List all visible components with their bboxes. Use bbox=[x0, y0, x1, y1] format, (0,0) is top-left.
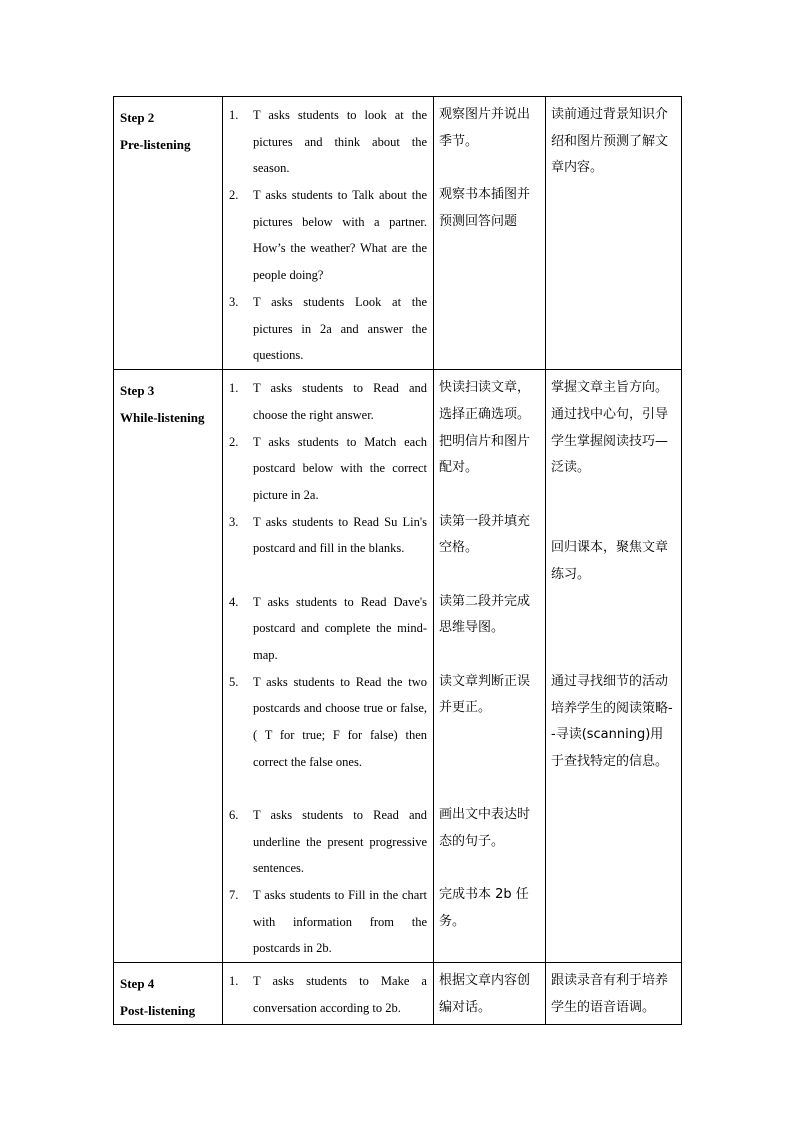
lesson-plan-table bbox=[113, 96, 682, 1025]
task-item bbox=[229, 669, 427, 803]
step-phase: Pre-listening bbox=[120, 137, 191, 152]
activity-text: 观察书本插图并预测回答问题 bbox=[439, 187, 531, 229]
task-number: 1. bbox=[229, 381, 239, 396]
task-item bbox=[229, 375, 427, 428]
task-cell bbox=[223, 963, 434, 1025]
activity-cell bbox=[434, 370, 546, 963]
activity-text: 读第二段并完成思维导图。 bbox=[439, 593, 531, 636]
purpose-text: 通过寻找细节的活动培养学生的阅读策略--寻读(scanning)用于查找特定的信息。 bbox=[551, 673, 673, 769]
activity-text: 观察图片并说出季节。 bbox=[439, 107, 531, 149]
step-cell bbox=[114, 963, 223, 1025]
activity-text: 画出文中表达时态的句子。 bbox=[439, 807, 531, 849]
task-item bbox=[229, 968, 427, 1021]
task-item bbox=[229, 429, 427, 509]
task-number: 6. bbox=[229, 808, 239, 822]
task-number: 2. bbox=[229, 434, 239, 449]
step-number: Step 4 bbox=[120, 976, 155, 992]
task-text: T asks students to look at the pictures and think about the season. bbox=[253, 108, 427, 176]
step-phase: While-listening bbox=[120, 410, 205, 426]
task-item bbox=[229, 509, 427, 589]
activity-text: 把明信片和图片配对。 bbox=[439, 433, 531, 476]
task-item bbox=[229, 182, 427, 289]
activity-text: 根据文章内容创编对话。 bbox=[439, 973, 531, 1015]
task-text: T asks students to Read Su Lin's postcard and fill in the blanks. bbox=[253, 514, 427, 556]
step-number: Step 2 bbox=[120, 110, 155, 125]
task-number: 5. bbox=[229, 674, 239, 689]
activity-cell bbox=[434, 97, 546, 370]
task-text: T asks students to Read the two postcards and choose true or false,( T for true; F for false) then correct the false ones. bbox=[253, 674, 427, 769]
activity-text: 读文章判断正误并更正。 bbox=[439, 673, 531, 716]
activity-text: 读第一段并填充空格。 bbox=[439, 513, 531, 556]
task-number: 3. bbox=[229, 295, 239, 309]
step-4-row bbox=[114, 963, 682, 1025]
task-number: 1. bbox=[229, 108, 239, 122]
task-text: T asks students to Match each postcard below with the correct picture in 2a. bbox=[253, 434, 427, 502]
task-number: 1. bbox=[229, 974, 239, 989]
task-number: 2. bbox=[229, 188, 239, 202]
activity-cell bbox=[434, 963, 546, 1025]
task-item bbox=[229, 589, 427, 669]
task-item bbox=[229, 102, 427, 182]
task-text: T asks students to Fill in the chart with information from the postcards in 2b. bbox=[253, 888, 427, 956]
task-item bbox=[229, 802, 427, 882]
purpose-text: 掌握文章主旨方向。通过找中心句，引导学生掌握阅读技巧—泛读。 bbox=[551, 380, 669, 476]
task-text: T asks students to Make a conversation according to 2b. bbox=[253, 974, 427, 1015]
purpose-cell bbox=[546, 370, 682, 963]
task-text: T asks students to Talk about the pictures below with a partner. How’s the weather? What are the people doing? bbox=[253, 188, 427, 283]
step-phase: Post-listening bbox=[120, 1003, 196, 1019]
task-number: 7. bbox=[229, 888, 239, 902]
task-text: T asks students to Read and underline the present progressive sentences. bbox=[253, 808, 427, 876]
step-number: Step 3 bbox=[120, 383, 155, 399]
purpose-text: 跟读录音有利于培养学生的语音语调。 bbox=[551, 973, 669, 1015]
activity-text: 快读扫读文章，选择正确选项。 bbox=[439, 380, 531, 422]
purpose-cell bbox=[546, 97, 682, 370]
purpose-cell bbox=[546, 963, 682, 1025]
step-cell bbox=[114, 97, 223, 370]
task-number: 3. bbox=[229, 514, 239, 529]
task-cell bbox=[223, 370, 434, 963]
task-item bbox=[229, 289, 427, 369]
purpose-text: 回归课本，聚焦文章练习。 bbox=[551, 540, 669, 582]
task-number: 4. bbox=[229, 594, 239, 609]
activity-text: 完成书本 2b 任务。 bbox=[439, 887, 529, 929]
step-2-row bbox=[114, 97, 682, 370]
task-cell bbox=[223, 97, 434, 370]
task-text: T asks students to Read Dave's postcard and complete the mind-map. bbox=[253, 594, 427, 662]
purpose-text: 读前通过背景知识介绍和图片预测了解文章内容。 bbox=[551, 107, 669, 176]
step-3-row bbox=[114, 370, 682, 963]
step-cell bbox=[114, 370, 223, 963]
task-text: T asks students to Read and choose the right answer. bbox=[253, 381, 427, 422]
task-text: T asks students Look at the pictures in 2a and answer the questions. bbox=[253, 295, 427, 363]
task-item bbox=[229, 882, 427, 962]
